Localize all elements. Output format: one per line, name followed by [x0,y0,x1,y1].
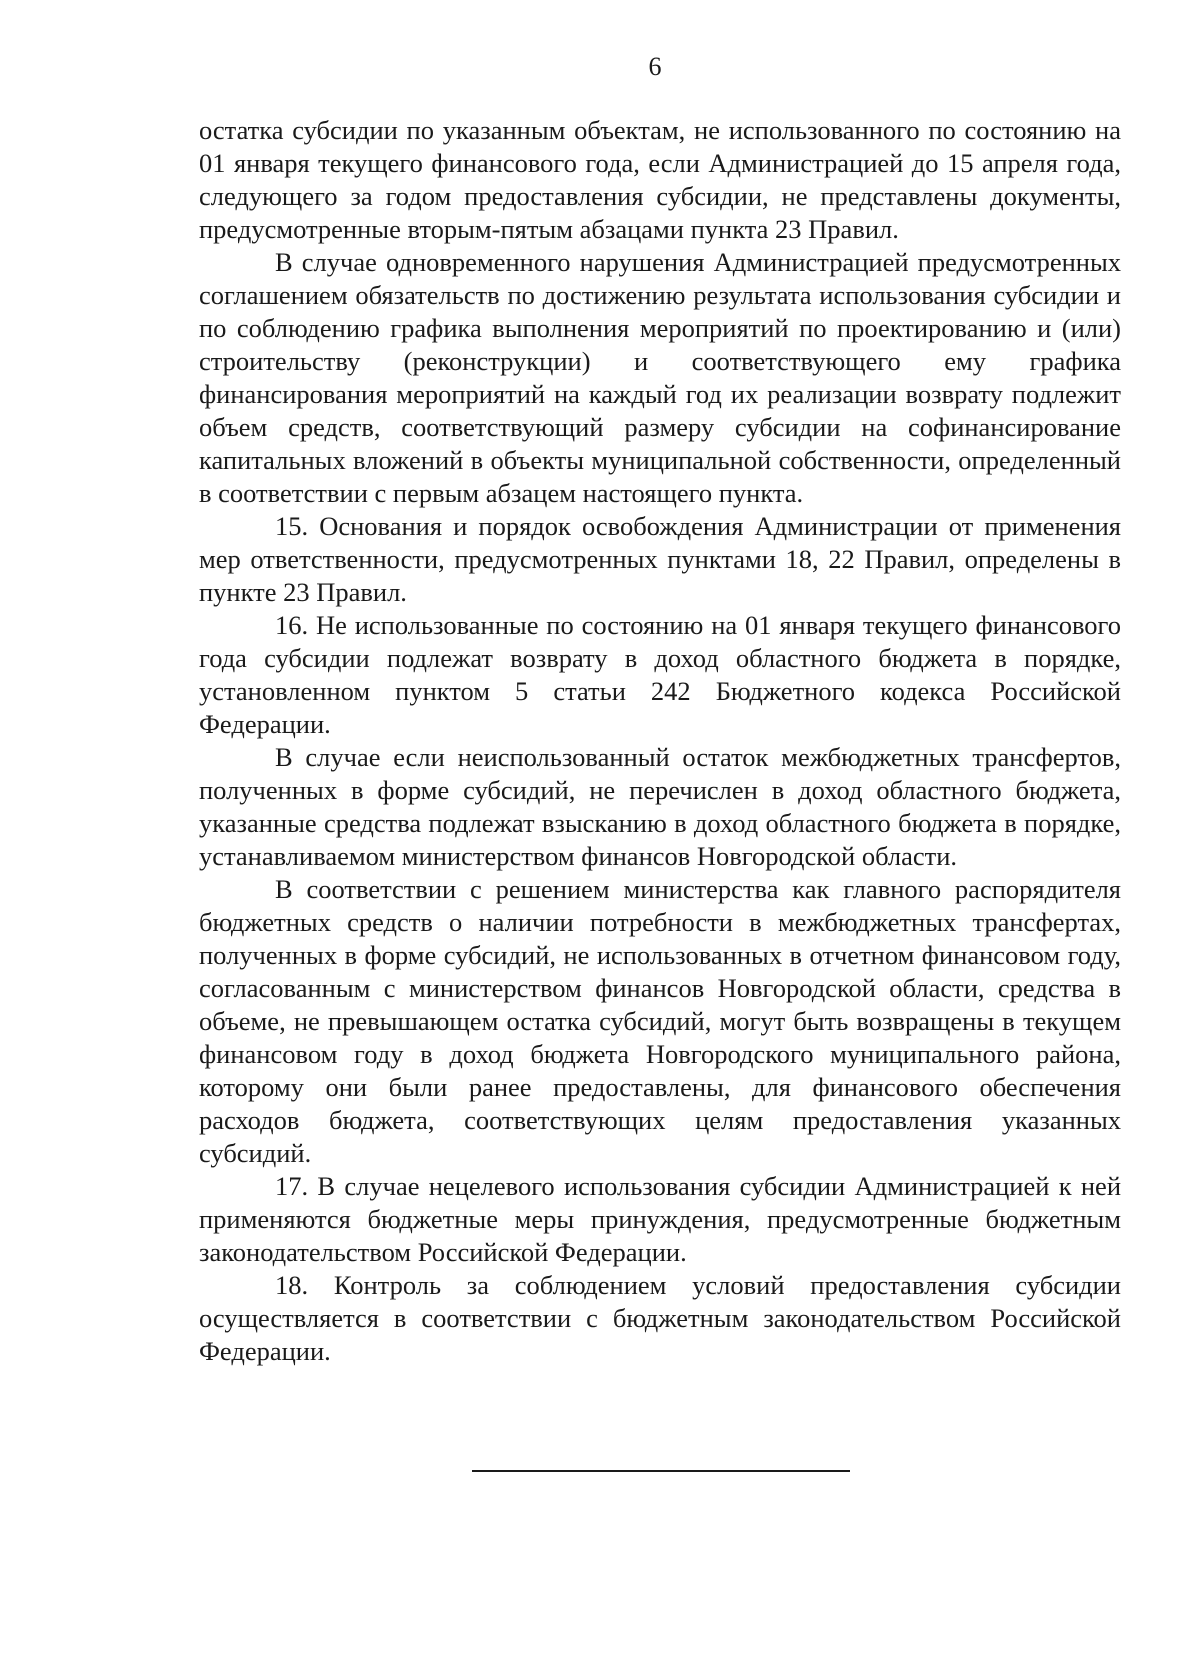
paragraph-continuation: остатка субсидии по указанным объектам, не использованного по состоянию на 01 января текущего финансового года, если Администрацией до 15 апреля года, следующего за годом предоставления субсидии, не представлены документы, предусмотренные вторым-пятым абзацами пункта 23 Правил. [199,115,1121,244]
paragraph-unused-remainder: В случае если неиспользованный остаток межбюджетных трансфертов, полученных в форме субсидий, не перечислен в доход областного бюджета, указанные средства подлежат взысканию в доход областного бюджета в порядке, устанавливаемом министерством финансов Новгородской области. [199,742,1121,871]
paragraph-simultaneous-violation: В случае одновременного нарушения Администрацией предусмотренных соглашением обязательств по достижению результата использования субсидии и по соблюдению графика выполнения мероприятий по проектированию и (или) строительству (реконструкции) и соответствующего ему графика финансирования мероприятий на каждый год их реализации возврату подлежит объем средств, соответствующий размеру субсидии на софинансирование капитальных вложений в объекты муниципальной собственности, определенный в соответствии с первым абзацем настоящего пункта. [199,247,1121,508]
paragraph-item-16: 16. Не использованные по состоянию на 01 января текущего финансового года субсидии подлежат возврату в доход областного бюджета в порядке, установленном пунктом 5 статьи 242 Бюджетного кодекса Российской Федерации. [199,610,1121,739]
paragraph-ministry-decision: В соответствии с решением министерства как главного распорядителя бюджетных средств о наличии потребности в межбюджетных трансфертах, полученных в форме субсидий, не использованных в отчетном финансовом году, согласованным с министерством финансов Новгородской области, средства в объеме, не превышающем остатка субсидий, могут быть возвращены в текущем финансовом году в доход бюджета Новгородского муниципального района, которому они были ранее предоставлены, для финансового обеспечения расходов бюджета, соответствующих целям предоставления указанных субсидий. [199,874,1121,1168]
document-body [199,114,1121,1368]
paragraph-item-18: 18. Контроль за соблюдением условий предоставления субсидии осуществляется в соответствии с бюджетным законодательством Российской Федерации. [199,1270,1121,1366]
paragraph-item-17: 17. В случае нецелевого использования субсидии Администрацией к ней применяются бюджетные меры принуждения, предусмотренные бюджетным законодательством Российской Федерации. [199,1171,1121,1267]
paragraph-item-15: 15. Основания и порядок освобождения Администрации от применения мер ответственности, предусмотренных пунктами 18, 22 Правил, определены в пункте 23 Правил. [199,511,1121,607]
page-number: 6 [648,52,662,81]
end-of-document-rule [472,1470,850,1472]
